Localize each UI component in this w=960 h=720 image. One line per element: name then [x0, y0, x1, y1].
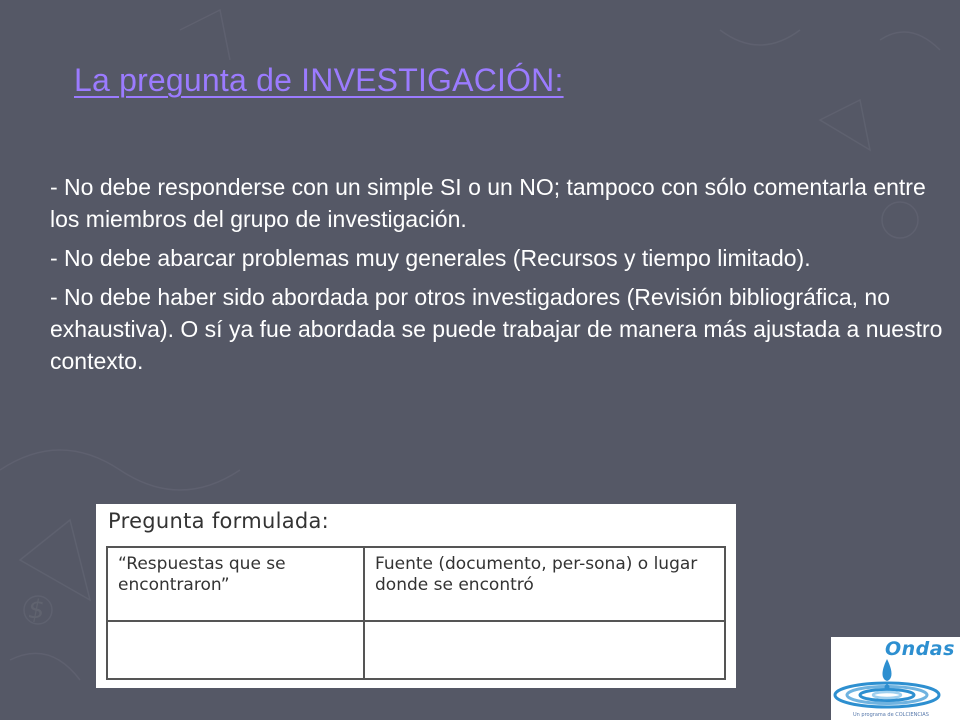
bullet-list: [50, 171, 950, 384]
column-header-source: Fuente (documento, per-sona) o lugar donde se encontró: [364, 547, 725, 621]
logo-name: Ondas: [885, 638, 955, 660]
form-caption: Pregunta formulada:: [108, 509, 330, 533]
empty-cell: [107, 621, 364, 679]
ondas-logo: [831, 637, 960, 720]
column-header-answers: “Respuestas que se encontraron”: [107, 547, 364, 621]
bullet-item: - No debe haber sido abordada por otros investigadores (Revisión bibliográfica, no exhaustiva). O sí ya fue abordada se puede trabajar de manera más ajustada a nuestro contexto.: [50, 284, 943, 374]
bullet-item: - No debe responderse con un simple SI o un NO; tampoco con sólo comentarla entre los miembros del grupo de investigación.: [50, 174, 926, 232]
bullet-item: - No debe abarcar problemas muy generales (Recursos y tiempo limitado).: [50, 245, 811, 271]
svg-text:$: $: [28, 595, 45, 625]
question-form-image: [96, 504, 736, 688]
logo-tagline: Un programa de COLCIENCIAS: [853, 712, 929, 718]
empty-cell: [364, 621, 725, 679]
answers-table: [106, 546, 726, 680]
slide-title: La pregunta de INVESTIGACIÓN:: [74, 62, 564, 98]
